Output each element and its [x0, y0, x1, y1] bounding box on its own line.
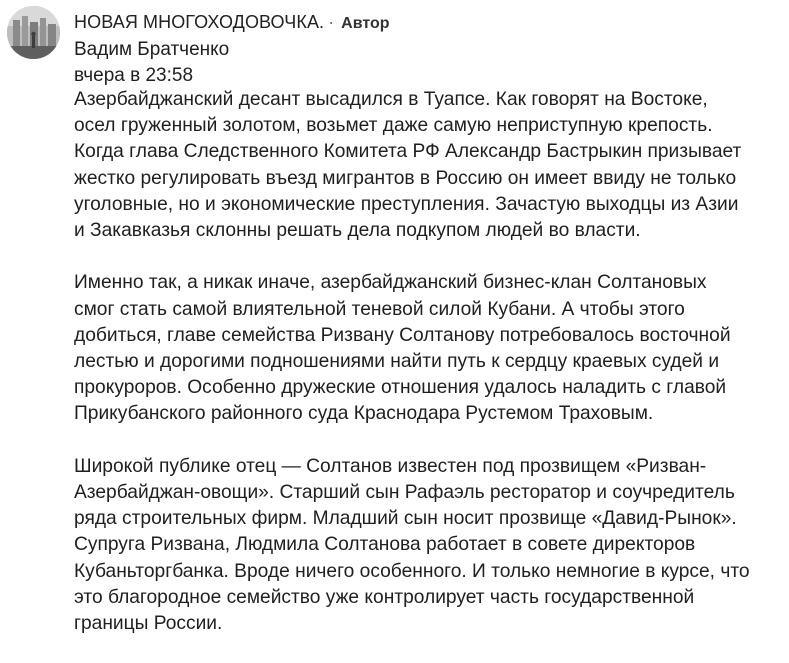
text-line: добиться, главе семейства Ризвану Солтанову потребовалось восточной: [74, 324, 731, 346]
text-line: смог стать самой влиятельной теневой силой Кубани. А чтобы этого: [74, 298, 685, 320]
text-line: уголовные, но и экономические преступления. Зачастую выходцы из Азии: [74, 193, 739, 215]
text-line: жестко регулировать въезд мигрантов в Россию он имеет ввиду не только: [74, 167, 737, 189]
text-line: границы России.: [74, 613, 223, 635]
text-line: Азербайджанский десант высадился в Туапсе. Как говорят на Востоке,: [74, 89, 708, 110]
text-line: Широкой публике отец — Солтанов известен под прозвищем «Ризван-: [74, 455, 707, 477]
text-line: Прикубанского районного суда Краснодара Рустемом Траховым.: [74, 403, 654, 425]
post-body: [74, 87, 786, 663]
post-title-line: [74, 10, 774, 34]
text-line: лестью и дорогими подношениями найти путь к сердцу краевых судей и: [74, 351, 720, 373]
title-separator: ·: [328, 12, 335, 32]
text-line: Кубаньторгбанка. Вроде ничего особенного. И только немногие в курсе, что: [74, 560, 750, 582]
channel-name-link[interactable]: НОВАЯ МНОГОХОДОВОЧКА.: [74, 12, 325, 32]
text-line: Именно так, а никак иначе, азербайджанский бизнес-клан Солтановых: [74, 272, 707, 294]
avatar-photo-icon: [7, 6, 60, 59]
post-paragraph: [74, 87, 786, 244]
post-timestamp[interactable]: вчера в 23:58: [74, 65, 194, 86]
text-line: ряда строительных фирм. Младший сын носит прозвище «Давид-Рынок».: [74, 508, 737, 530]
text-line: Азербайджан-овощи». Старший сын Рафаэль ресторатор и соучредитель: [74, 482, 735, 504]
post-header: [74, 10, 774, 89]
text-line: Когда глава Следственного Комитета РФ Александр Бастрыкин призывает: [74, 141, 742, 163]
author-name[interactable]: Вадим Братченко: [74, 39, 230, 60]
text-line: прокуроров. Особенно дружеские отношения удалось наладить с главой: [74, 377, 727, 399]
text-line: осел груженный золотом, возьмет даже самую неприступную крепость.: [74, 115, 713, 137]
channel-avatar[interactable]: [7, 6, 60, 59]
author-badge: Автор: [341, 15, 390, 32]
text-line: это благородное семейство уже контролирует часть государственной: [74, 586, 695, 608]
text-line: и Закавказья склонны решать дела подкупом людей во власти.: [74, 220, 641, 242]
text-line: Супруга Ризвана, Людмила Солтанова работает в совете директоров: [74, 534, 696, 556]
post-paragraph: [74, 454, 786, 637]
post-paragraph: [74, 270, 786, 427]
